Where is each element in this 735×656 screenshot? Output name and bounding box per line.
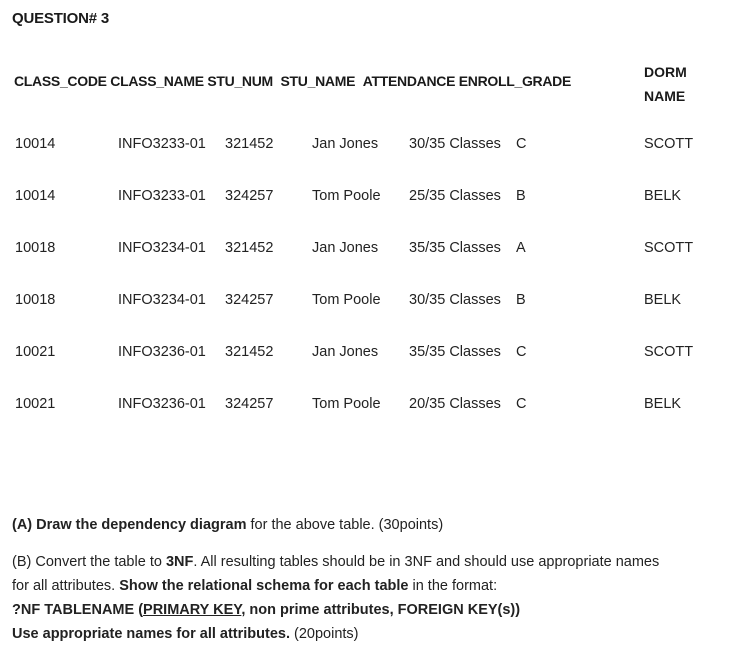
cell-stu-name: Tom Poole xyxy=(312,292,381,308)
header-attendance: ATTENDANCE xyxy=(362,73,456,89)
cell-dorm-name: SCOTT xyxy=(644,240,694,256)
cell-stu-name: Jan Jones xyxy=(312,240,379,256)
header-stu-name: STU_NAME xyxy=(280,73,356,89)
part-b-line1 xyxy=(12,554,659,570)
cell-stu-name: Tom Poole xyxy=(312,188,381,204)
cell-attendance: 20/35 Classes xyxy=(409,396,501,412)
cell-enroll-grade: C xyxy=(516,396,527,412)
part-b-l2-post: in the format: xyxy=(408,578,498,594)
header-class-name: CLASS_NAME xyxy=(110,73,204,89)
cell-class-name: INFO3234-01 xyxy=(118,240,206,256)
part-b-l3-post: , non prime attributes, FOREIGN KEY(s)) xyxy=(241,602,521,618)
part-b-line2 xyxy=(12,578,497,594)
header-class-code: CLASS_CODE xyxy=(14,73,107,89)
header-dorm-line1: DORM xyxy=(644,64,687,80)
question-title: QUESTION# 3 xyxy=(12,10,109,27)
part-b-l4-bold: Use appropriate names for all attributes. xyxy=(12,626,290,642)
cell-dorm-name: BELK xyxy=(644,188,682,204)
cell-class-code: 10021 xyxy=(15,396,56,412)
part-b-l3-pk: PRIMARY KEY xyxy=(143,602,242,618)
cell-class-code: 10021 xyxy=(15,344,56,360)
part-a-text xyxy=(12,517,443,533)
part-b-l3-pre: ?NF TABLENAME ( xyxy=(12,602,144,618)
cell-class-name: INFO3233-01 xyxy=(118,188,206,204)
cell-stu-name: Jan Jones xyxy=(312,344,379,360)
cell-stu-num: 324257 xyxy=(225,292,274,308)
cell-stu-name: Tom Poole xyxy=(312,396,381,412)
table-header-row xyxy=(14,73,571,89)
cell-dorm-name: BELK xyxy=(644,396,682,412)
header-dorm-name xyxy=(644,60,687,108)
cell-dorm-name: BELK xyxy=(644,292,682,308)
part-b-line3 xyxy=(12,602,520,618)
cell-enroll-grade: C xyxy=(516,344,527,360)
cell-attendance: 30/35 Classes xyxy=(409,136,501,152)
part-a-rest: for the above table. (30points) xyxy=(246,517,444,533)
cell-stu-num: 321452 xyxy=(225,344,274,360)
part-b-l1-pre: (B) Convert the table to xyxy=(12,554,166,570)
cell-stu-num: 324257 xyxy=(225,396,274,412)
header-enroll-grade: ENROLL_GRADE xyxy=(458,73,572,89)
cell-class-name: INFO3233-01 xyxy=(118,136,206,152)
cell-attendance: 25/35 Classes xyxy=(409,188,501,204)
cell-attendance: 35/35 Classes xyxy=(409,240,501,256)
part-b-l4-post: (20points) xyxy=(290,626,359,642)
header-dorm-line2: NAME xyxy=(644,88,686,104)
cell-enroll-grade: B xyxy=(516,188,526,204)
part-a-bold: (A) Draw the dependency diagram xyxy=(12,517,247,533)
part-b-l1-bold: 3NF xyxy=(165,554,194,570)
cell-stu-name: Jan Jones xyxy=(312,136,379,152)
cell-class-code: 10018 xyxy=(15,240,56,256)
cell-class-code: 10018 xyxy=(15,292,56,308)
part-b-l1-post: . All resulting tables should be in 3NF and should use appropriate names xyxy=(193,554,660,570)
cell-stu-num: 321452 xyxy=(225,136,274,152)
cell-attendance: 30/35 Classes xyxy=(409,292,501,308)
cell-class-name: INFO3236-01 xyxy=(118,396,206,412)
cell-class-code: 10014 xyxy=(15,136,56,152)
cell-enroll-grade: C xyxy=(516,136,527,152)
part-b-line4 xyxy=(12,626,359,642)
cell-attendance: 35/35 Classes xyxy=(409,344,501,360)
header-stu-num: STU_NUM xyxy=(207,73,273,89)
cell-class-name: INFO3236-01 xyxy=(118,344,206,360)
part-b-l2-pre: for all attributes. xyxy=(12,578,120,594)
cell-dorm-name: SCOTT xyxy=(644,136,694,152)
cell-stu-num: 321452 xyxy=(225,240,274,256)
part-b-l2-bold: Show the relational schema for each table xyxy=(119,578,409,594)
cell-enroll-grade: B xyxy=(516,292,526,308)
cell-class-code: 10014 xyxy=(15,188,56,204)
cell-class-name: INFO3234-01 xyxy=(118,292,206,308)
cell-stu-num: 324257 xyxy=(225,188,274,204)
cell-dorm-name: SCOTT xyxy=(644,344,694,360)
cell-enroll-grade: A xyxy=(516,240,526,256)
